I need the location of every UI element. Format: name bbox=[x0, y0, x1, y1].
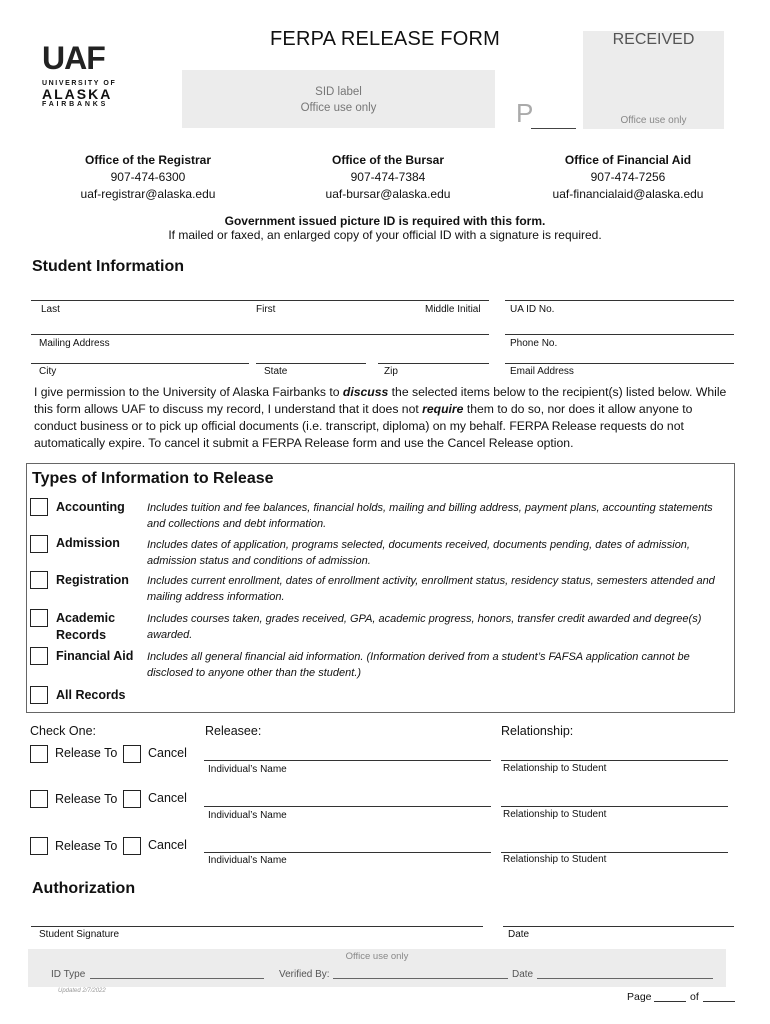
permission-text-3: them to do so, nor does it allow anyone to conduct business or to pick up official documents (i.e. transcript, diploma) on my behalf. FERPA Release requests do not automatically expire. To cancel it submit a FERPA Release form and use the Cancel Release option. bbox=[34, 402, 693, 450]
relationship-to-student-label: Relationship to Student bbox=[503, 854, 607, 865]
office-email: uaf-bursar@alaska.edu bbox=[325, 187, 451, 201]
city-label: City bbox=[39, 366, 57, 377]
release-to-checkbox[interactable] bbox=[30, 790, 48, 808]
office-name: Office of the Bursar bbox=[331, 153, 445, 167]
registration-desc: Includes current enrollment, dates of enrollment activity, enrollment status, residency status, semesters attended and mailing address information. bbox=[147, 575, 715, 603]
releasee-label: Releasee: bbox=[205, 724, 262, 738]
logo-mark: UAF bbox=[42, 40, 105, 76]
received-label: RECEIVED bbox=[612, 31, 695, 48]
page-number-line[interactable] bbox=[654, 1001, 686, 1002]
page-total-line[interactable] bbox=[703, 1001, 735, 1002]
permission-text-1: I give permission to the University of Alaska Fairbanks to bbox=[34, 385, 343, 399]
individual-name-label: Individual’s Name bbox=[208, 810, 287, 821]
individual-name-label: Individual’s Name bbox=[208, 764, 287, 775]
registration-label: Registration bbox=[56, 573, 129, 587]
state-label: State bbox=[264, 366, 288, 377]
received-office-use: Office use only bbox=[620, 115, 687, 126]
form-title: FERPA RELEASE FORM bbox=[270, 28, 500, 50]
individual-name-label: Individual’s Name bbox=[208, 855, 287, 866]
financial-aid-checkbox[interactable] bbox=[30, 647, 48, 665]
verified-by-label: Verified By: bbox=[279, 969, 330, 980]
updated-date: Updated 2/7/2022 bbox=[58, 988, 106, 994]
signature-label: Student Signature bbox=[39, 929, 120, 940]
individual-name-line[interactable] bbox=[204, 760, 491, 761]
mailing-label: Mailing Address bbox=[39, 338, 110, 349]
logo-line3: FAIRBANKS bbox=[42, 101, 109, 108]
state-line[interactable] bbox=[256, 363, 366, 364]
office-use-label: Office use only bbox=[345, 951, 409, 962]
relationship-line[interactable] bbox=[501, 852, 728, 853]
relationship-to-student-label: Relationship to Student bbox=[503, 763, 607, 774]
office-email: uaf-financialaid@alaska.edu bbox=[552, 187, 704, 201]
admission-desc: Includes dates of application, programs selected, documents received, documents pending, dates of admission, admission status and conditions of admission. bbox=[147, 539, 690, 567]
types-heading: Types of Information to Release bbox=[32, 470, 274, 487]
office-email: uaf-registrar@alaska.edu bbox=[80, 187, 216, 201]
discuss-emphasis: discuss bbox=[342, 385, 389, 399]
office-date-line[interactable] bbox=[537, 978, 713, 979]
zip-label: Zip bbox=[384, 366, 398, 377]
sid-label-box bbox=[182, 70, 495, 128]
admission-label: Admission bbox=[56, 536, 120, 550]
uaid-label: UA ID No. bbox=[510, 304, 555, 315]
p-mark: P bbox=[516, 98, 534, 128]
email-label: Email Address bbox=[510, 366, 574, 377]
phone-line[interactable] bbox=[505, 334, 734, 335]
accounting-desc: Includes tuition and fee balances, financial holds, mailing and billing address, payment plans, accounting statements and collections and debt information. bbox=[147, 502, 713, 530]
office-financial-aid bbox=[508, 152, 748, 203]
signature-line[interactable] bbox=[31, 926, 483, 927]
release-to-checkbox[interactable] bbox=[30, 837, 48, 855]
all-records-checkbox[interactable] bbox=[30, 686, 48, 704]
academic-records-label: Academic Records bbox=[56, 611, 116, 642]
sid-label: SID label bbox=[315, 86, 362, 98]
release-to-label: Release To bbox=[55, 746, 118, 760]
release-to-checkbox[interactable] bbox=[30, 745, 48, 763]
release-to-label: Release To bbox=[55, 839, 118, 853]
cancel-label: Cancel bbox=[148, 746, 187, 760]
mailing-line[interactable] bbox=[31, 334, 489, 335]
cancel-checkbox[interactable] bbox=[123, 745, 141, 763]
zip-line[interactable] bbox=[378, 363, 489, 364]
academic-records-checkbox[interactable] bbox=[30, 609, 48, 627]
office-name: Office of the Registrar bbox=[84, 153, 212, 167]
page-label: Page bbox=[627, 991, 652, 1003]
last-label: Last bbox=[41, 304, 60, 315]
verified-by-line[interactable] bbox=[333, 978, 508, 979]
admission-checkbox[interactable] bbox=[30, 535, 48, 553]
relationship-line[interactable] bbox=[501, 760, 728, 761]
registration-checkbox[interactable] bbox=[30, 571, 48, 589]
accounting-label: Accounting bbox=[56, 500, 125, 514]
logo-line2: ALASKA bbox=[42, 86, 113, 102]
accounting-checkbox[interactable] bbox=[30, 498, 48, 516]
p-line bbox=[531, 128, 576, 129]
financial-aid-label: Financial Aid bbox=[56, 649, 134, 663]
id-type-line[interactable] bbox=[90, 978, 264, 979]
all-records-label: All Records bbox=[56, 688, 126, 702]
cancel-label: Cancel bbox=[148, 838, 187, 852]
cancel-checkbox[interactable] bbox=[123, 790, 141, 808]
office-phone: 907-474-6300 bbox=[110, 170, 186, 184]
office-date-label: Date bbox=[512, 969, 534, 980]
id-notice-line2: If mailed or faxed, an enlarged copy of your official ID with a signature is required. bbox=[168, 228, 602, 242]
first-label: First bbox=[256, 304, 276, 315]
individual-name-line[interactable] bbox=[204, 806, 491, 807]
office-registrar bbox=[28, 152, 268, 203]
of-label: of bbox=[690, 991, 699, 1003]
office-phone: 907-474-7256 bbox=[590, 170, 666, 184]
cancel-checkbox[interactable] bbox=[123, 837, 141, 855]
release-to-label: Release To bbox=[55, 792, 118, 806]
id-notice-line1: Government issued picture ID is required with this form. bbox=[224, 214, 546, 228]
cancel-label: Cancel bbox=[148, 791, 187, 805]
email-line[interactable] bbox=[505, 363, 734, 364]
office-phone: 907-474-7384 bbox=[350, 170, 426, 184]
id-notice bbox=[0, 214, 770, 242]
sid-office-use: Office use only bbox=[300, 102, 377, 114]
name-line[interactable] bbox=[31, 300, 489, 301]
permission-text-2: the selected items below to the recipient(s) listed below. While this form allows UAF to discuss my record, I understand that it does not bbox=[34, 385, 727, 416]
check-one-label: Check One: bbox=[30, 724, 97, 738]
city-line[interactable] bbox=[31, 363, 249, 364]
received-box bbox=[583, 31, 724, 129]
middle-label: Middle Initial bbox=[425, 304, 481, 315]
office-name: Office of Financial Aid bbox=[564, 153, 692, 167]
phone-label: Phone No. bbox=[510, 338, 558, 349]
require-emphasis: require bbox=[422, 402, 464, 416]
relationship-label: Relationship: bbox=[501, 724, 574, 738]
student-info-heading: Student Information bbox=[32, 258, 184, 275]
relationship-to-student-label: Relationship to Student bbox=[503, 809, 607, 820]
uaid-line[interactable] bbox=[505, 300, 734, 301]
date-line[interactable] bbox=[503, 926, 734, 927]
relationship-line[interactable] bbox=[501, 806, 728, 807]
office-bursar bbox=[268, 152, 508, 203]
individual-name-line[interactable] bbox=[204, 852, 491, 853]
uaf-logo bbox=[42, 42, 128, 116]
logo-line1: UNIVERSITY OF bbox=[42, 80, 117, 87]
authorization-heading: Authorization bbox=[32, 880, 136, 897]
financial-aid-desc: Includes all general financial aid information. (Information derived from a student’s FAFSA application cannot be disclosed to anyone other than the student.) bbox=[147, 651, 690, 679]
id-type-label: ID Type bbox=[51, 969, 86, 980]
permission-paragraph bbox=[34, 384, 734, 452]
date-label: Date bbox=[508, 929, 530, 940]
academic-records-desc: Includes courses taken, grades received, GPA, academic progress, honors, transfer credit awarded and degree(s) awarded. bbox=[147, 613, 702, 641]
